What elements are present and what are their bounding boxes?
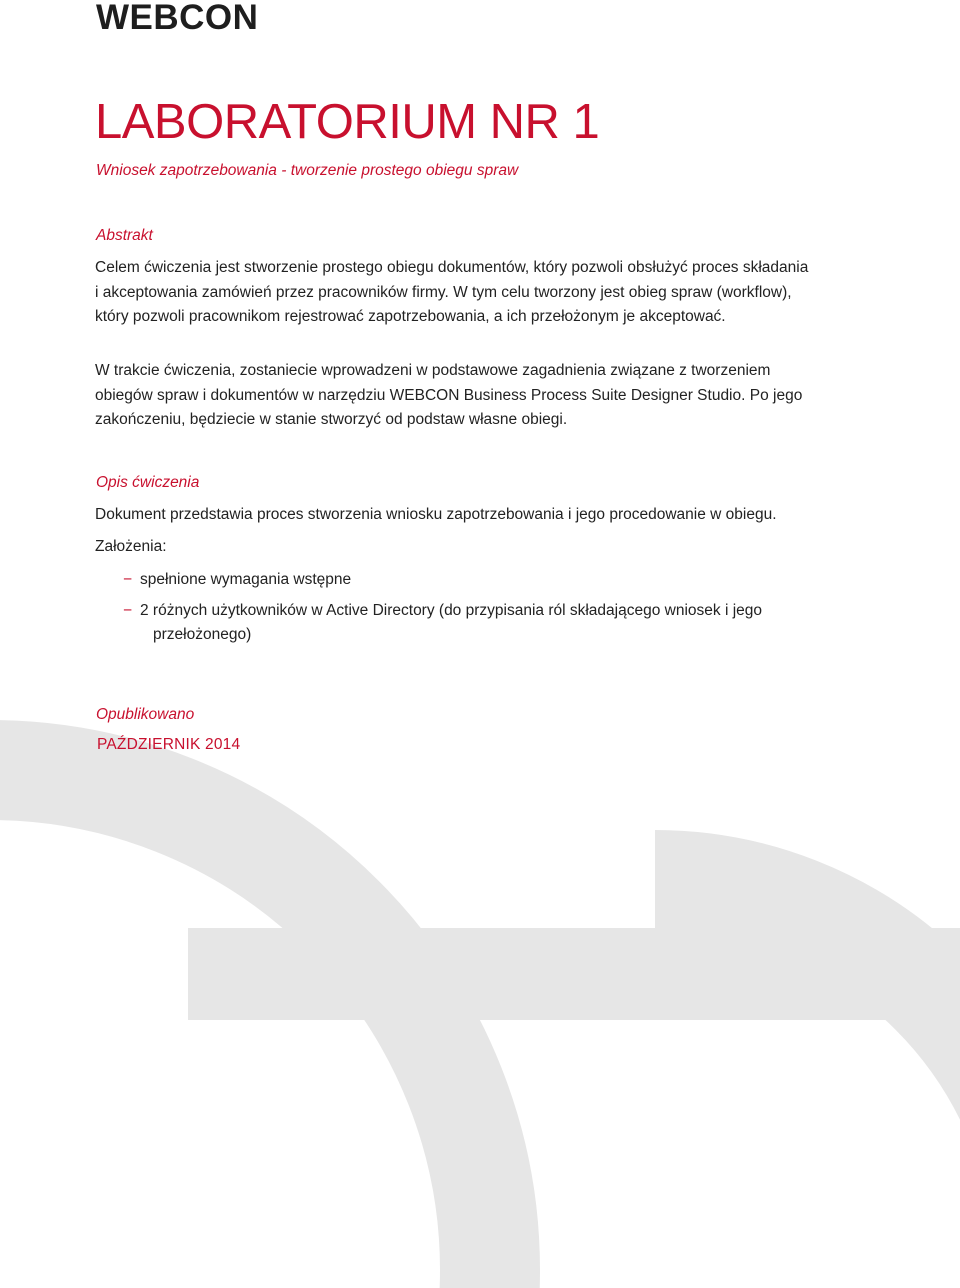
list-item xyxy=(95,568,855,593)
page-title: LABORATORIUM NR 1 xyxy=(95,95,600,149)
dash-bullet-icon: − xyxy=(123,601,133,619)
abstract-heading: Abstrakt xyxy=(96,227,153,244)
description-heading: Opis ćwiczenia xyxy=(96,474,200,491)
published-heading: Opublikowano xyxy=(96,706,195,723)
list-item-text: 2 różnych użytkowników w Active Directory (do przypisania ról składającego wniosek i jego xyxy=(140,601,762,619)
list-item xyxy=(95,599,855,648)
page-subtitle: Wniosek zapotrzebowania - tworzenie prostego obiegu spraw xyxy=(96,162,519,179)
published-date: PAŹDZIERNIK 2014 xyxy=(97,736,241,753)
dash-bullet-icon: − xyxy=(123,571,133,588)
list-item-text-continued: przełożonego) xyxy=(153,626,252,643)
webcon-logo xyxy=(96,0,286,32)
assumptions-list xyxy=(95,568,855,654)
description-text: Dokument przedstawia proces stworzenia wniosku zapotrzebowania i jego procedowanie w obiegu. xyxy=(95,506,777,523)
svg-text:WEBCON: WEBCON xyxy=(96,0,259,32)
list-item-text: spełnione wymagania wstępne xyxy=(140,571,352,588)
webcon-logo-icon xyxy=(96,0,286,32)
abstract-paragraph-1: Celem ćwiczenia jest stworzenie prostego obiegu dokumentów, który pozwoli obsłużyć proces składania i akceptowania zamówień przez pracowników firmy. W tym celu tworzony jest obieg spraw (workflow), który pozwoli pracownikom rejestrować zapotrzebowania, a ich przełożonym je akceptować. xyxy=(95,259,809,325)
assumptions-label: Założenia: xyxy=(95,538,167,555)
abstract-paragraph-2: W trakcie ćwiczenia, zostaniecie wprowadzeni w podstawowe zagadnienia związane z tworzeniem obiegów spraw i dokumentów w narzędziu WEBCON Business Process Suite Designer Studio. Po jego zakończeniu, będziecie w stanie stworzyć od podstaw własne obiegi. xyxy=(95,362,803,428)
